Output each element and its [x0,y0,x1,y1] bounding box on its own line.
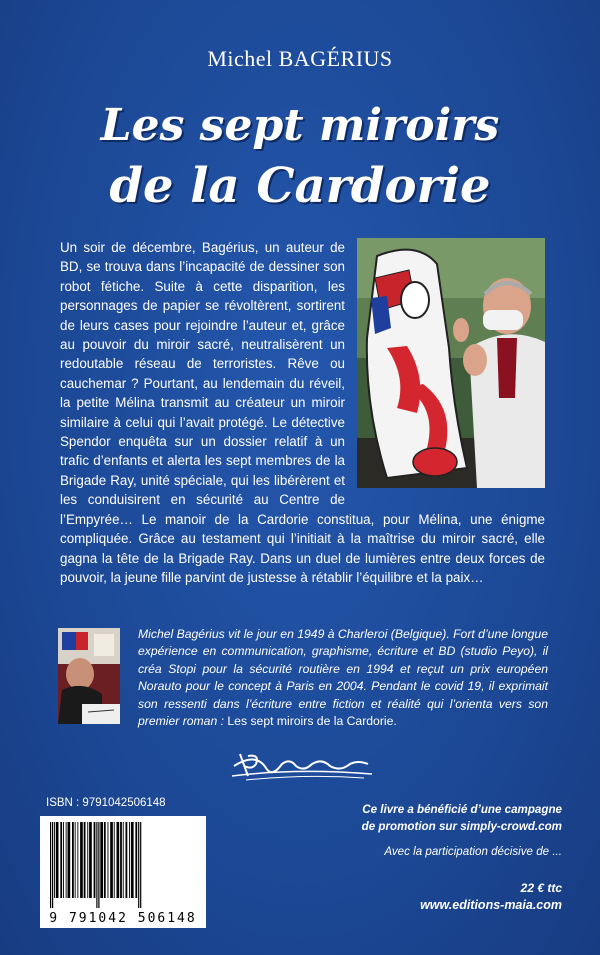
barcode-bar [100,822,103,898]
barcode-guard-bar [52,822,53,908]
barcode-bar [126,822,128,898]
barcode-bar [94,822,96,898]
author-name: Michel BAGÉRIUS [207,46,393,71]
barcode-bar [80,822,83,898]
barcode-bar [131,822,134,898]
barcode-number: 9 791042 506148 [49,911,197,926]
book-title-line-2: de la Cardorie [109,158,491,214]
bio-book-title: Les sept miroirs de la Cardorie. [227,714,397,729]
author-drawing-photo [58,628,120,724]
back-cover-blurb [60,238,545,587]
barcode-bar [129,822,130,898]
barcode-guard-bar [140,822,141,908]
participation-note: Avec la participation décisive de ... [384,845,562,858]
barcode-bar [135,822,137,898]
barcode-bar [89,822,92,898]
author-with-robot-photo [357,238,545,488]
barcode-bar [56,822,59,898]
barcode-guard-bar [98,822,99,908]
author-biography [138,626,548,730]
barcode-bar [60,822,62,898]
barcode-bar [75,822,76,898]
barcode-bar [87,822,88,898]
barcode-bar [108,822,109,898]
barcode-bar [117,822,120,898]
barcode-bar [54,822,55,898]
barcode-bar [123,822,124,898]
barcode-bar [68,822,71,898]
barcode-guard-bar [50,822,51,908]
barcode-bar [104,822,106,898]
barcode-bar [66,822,67,898]
barcode-bar [63,822,64,898]
barcode-bars [40,822,206,914]
publisher-website: www.editions-maia.com [420,898,562,912]
barcode-bar [77,822,78,898]
promo-line-1: Ce livre a bénéficié d’une campagne [362,803,562,816]
barcode-bar [110,822,113,898]
price: 22 € ttc [520,881,562,895]
barcode-bar [84,822,86,898]
barcode-bar [114,822,115,898]
book-title-line-1: Les sept miroirs [100,100,500,151]
promo-line-2: de promotion sur simply-crowd.com [361,820,562,833]
barcode-guard-bar [138,822,139,908]
author-signature [226,744,376,784]
bio-text: Michel Bagérius vit le jour en 1949 à Charleroi (Belgique). Fort d’une longue expérience en communication, graphisme, écriture et BD (studio Peyo), il créa Stopi pour la sécurité routière en 1994 et reçut un prix européen Norauto pour le concept à Paris en 2004. Pendant le covid 19, il exprimait son ressenti dans l’écriture entre fiction et réalité qui l’orienta vers son premier roman : [138,627,548,729]
barcode-guard-bar [96,822,97,908]
isbn-label: ISBN : 9791042506148 [46,797,166,809]
barcode-bar [120,822,122,898]
crowdfunding-note [340,801,562,835]
blurb-text: Un soir de décembre, Bagérius, un auteur de BD, se trouva dans l’incapacité de dessiner son robot fétiche. Suite à cette disparition, les personnages de papier se révoltèrent, sortirent de leurs cases pour rejoindre l’auteur et, grâce au pouvoir du miroir sacré, neutralisèrent un redoutable réseau de terroristes. Rêve ou cauchemar ? Pourtant, au lendemain du réveil, la petite Mélina transmit au créateur un miroir similaire à celui qui l’avait protégé. Le détective Spendor enquêta sur un dossier relatif à un trafic d’enfants et alerta les sept membres de la Brigade Ray, unité spéciale, qui les libérèrent et les conduisirent en sécurité au Centre de l’Empyrée… Le manoir de la Cardorie constitua, pour Mélina, une énigme compliquée. Grâce au testament qui l’initiait à la maîtrise du miroir sacré, elle gagna la tête de la Brigade Ray. Dans un duel de lumières entre deux forces de pouvoir, la jeune fille parvint de justesse à rétablir l’équilibre et la paix… [60,240,545,585]
isbn-barcode [40,816,206,928]
barcode-bar [72,822,74,898]
